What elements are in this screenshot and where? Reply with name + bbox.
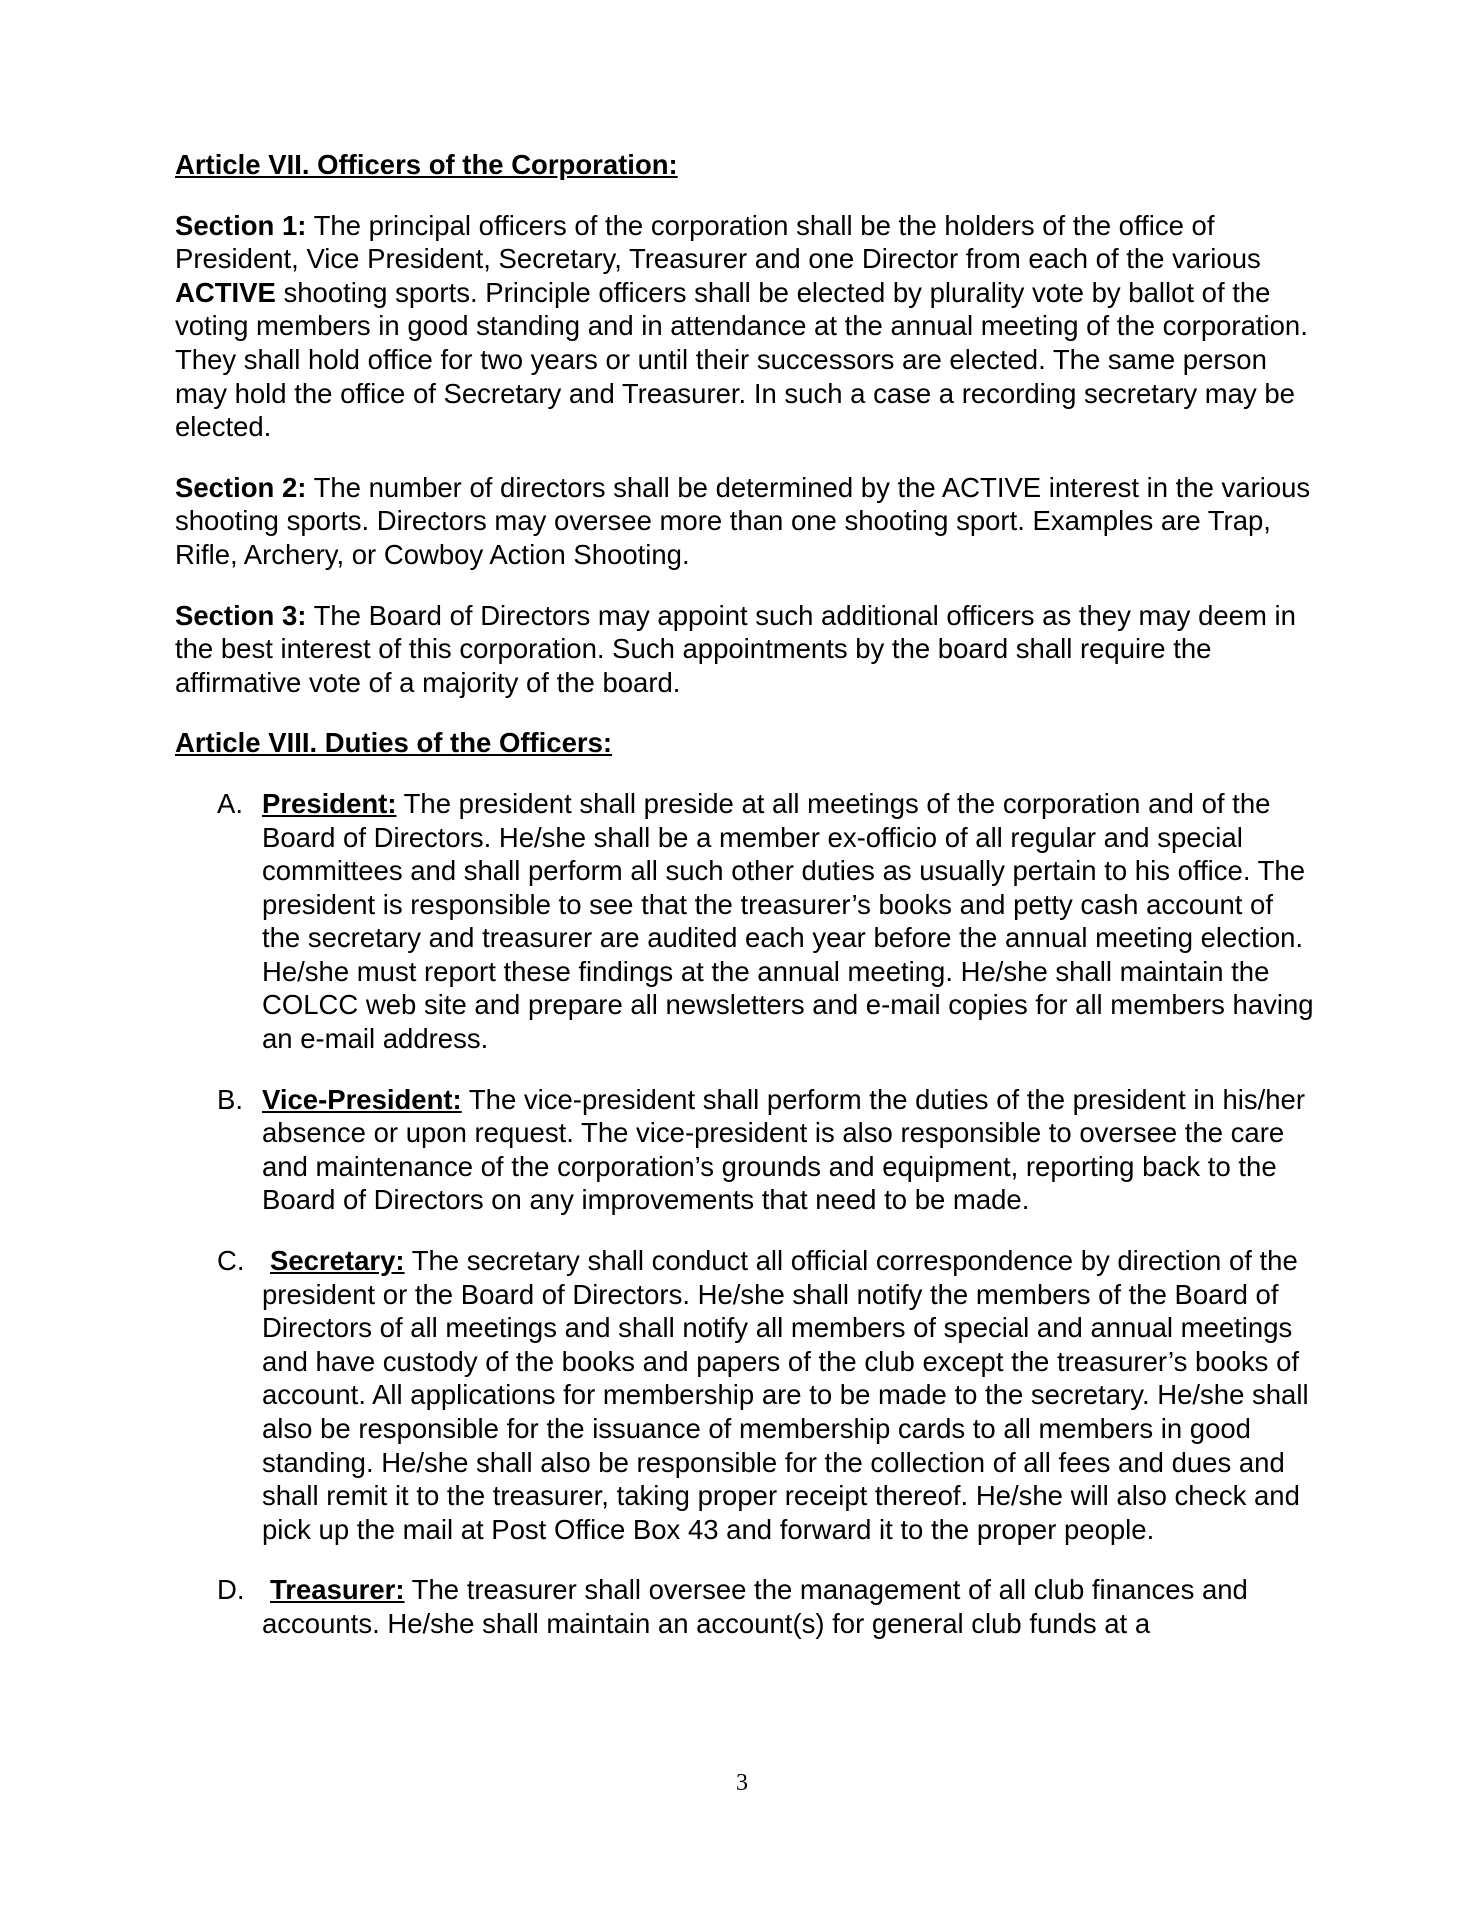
list-letter: B.	[217, 1083, 243, 1115]
article-7-section-1	[175, 209, 1315, 444]
duty-text: The president shall preside at all meetings of the corporation and of the Board of Directors. He/she shall be a member ex-officio of all regular and special committees and shall perform all such other duties as usually pertain to his office. The president is responsible to see that the treasurer’s books and petty cash account of the secretary and treasurer are audited each year before the annual meeting election. He/she must report these findings at the annual meeting. He/she shall maintain the COLCC web site and prepare all newsletters and e-mail copies for all members having an e-mail address.	[262, 787, 1314, 1055]
duty-president	[175, 787, 1315, 1056]
duty-text: The secretary shall conduct all official correspondence by direction of the president or the Board of Directors. He/she shall notify the members of the Board of Directors of all meetings and shall notify all members of special and annual meetings and have custody of the books and papers of the club except the treasurer’s books of account. All applications for membership are to be made to the secretary. He/she shall also be responsible for the issuance of membership cards to all members in good standing. He/she shall also be responsible for the collection of all fees and dues and shall remit it to the treasurer, taking proper receipt thereof. He/she will also check and pick up the mail at Post Office Box 43 and forward it to the proper people.	[262, 1245, 1309, 1545]
list-letter: A.	[217, 787, 243, 819]
duty-vice-president	[175, 1083, 1315, 1217]
duty-treasurer	[175, 1573, 1315, 1640]
article-8-heading: Article VIII. Duties of the Officers:	[175, 727, 613, 759]
duty-secretary	[175, 1244, 1315, 1546]
duty-title: Secretary:	[270, 1245, 405, 1277]
section-1-text-a: The principal officers of the corporation shall be the holders of the office of President, Vice President, Secretary, Treasurer and one Director from each of the various	[175, 209, 1261, 275]
page-number: 3	[736, 1770, 748, 1796]
section-1-text-b: shooting sports. Principle officers shall be elected by plurality vote by ballot of the voting members in good standing and in attendance at the annual meeting of the corporation. They shall hold office for two years or until their successors are elected. The same person may hold the office of Secretary and Treasurer. In such a case a recording secretary may be elected.	[175, 276, 1308, 443]
duty-title: Treasurer:	[270, 1574, 405, 1606]
list-letter: C.	[217, 1245, 245, 1277]
page-content	[175, 148, 1315, 1668]
section-3-label: Section 3:	[175, 599, 307, 631]
section-1-bold-active: ACTIVE	[175, 276, 276, 308]
duties-list	[175, 787, 1315, 1641]
section-2-text: The number of directors shall be determined by the ACTIVE interest in the various shooting sports. Directors may oversee more than one shooting sport. Examples are Trap, Rifle, Archery, or Cowboy Action Shooting.	[175, 471, 1311, 570]
article-7-section-2	[175, 471, 1315, 572]
section-3-text: The Board of Directors may appoint such additional officers as they may deem in the best interest of this corporation. Such appointments by the board shall require the affirmative vote of a majority of the board.	[175, 599, 1296, 698]
article-7-section-3	[175, 599, 1315, 700]
duty-text: The vice-president shall perform the duties of the president in his/her absence or upon request. The vice-president is also responsible to oversee the care and maintenance of the corporation’s grounds and equipment, reporting back to the Board of Directors on any improvements that need to be made.	[262, 1083, 1305, 1216]
section-2-label: Section 2:	[175, 471, 307, 503]
section-1-label: Section 1:	[175, 209, 307, 241]
duty-title: Vice-President:	[262, 1083, 462, 1115]
duty-text: The treasurer shall oversee the management of all club finances and accounts. He/she shall maintain an account(s) for general club funds at a	[262, 1574, 1248, 1639]
article-7-heading: Article VII. Officers of the Corporation:	[175, 149, 678, 180]
duty-title: President:	[262, 787, 397, 819]
list-letter: D.	[217, 1574, 245, 1606]
